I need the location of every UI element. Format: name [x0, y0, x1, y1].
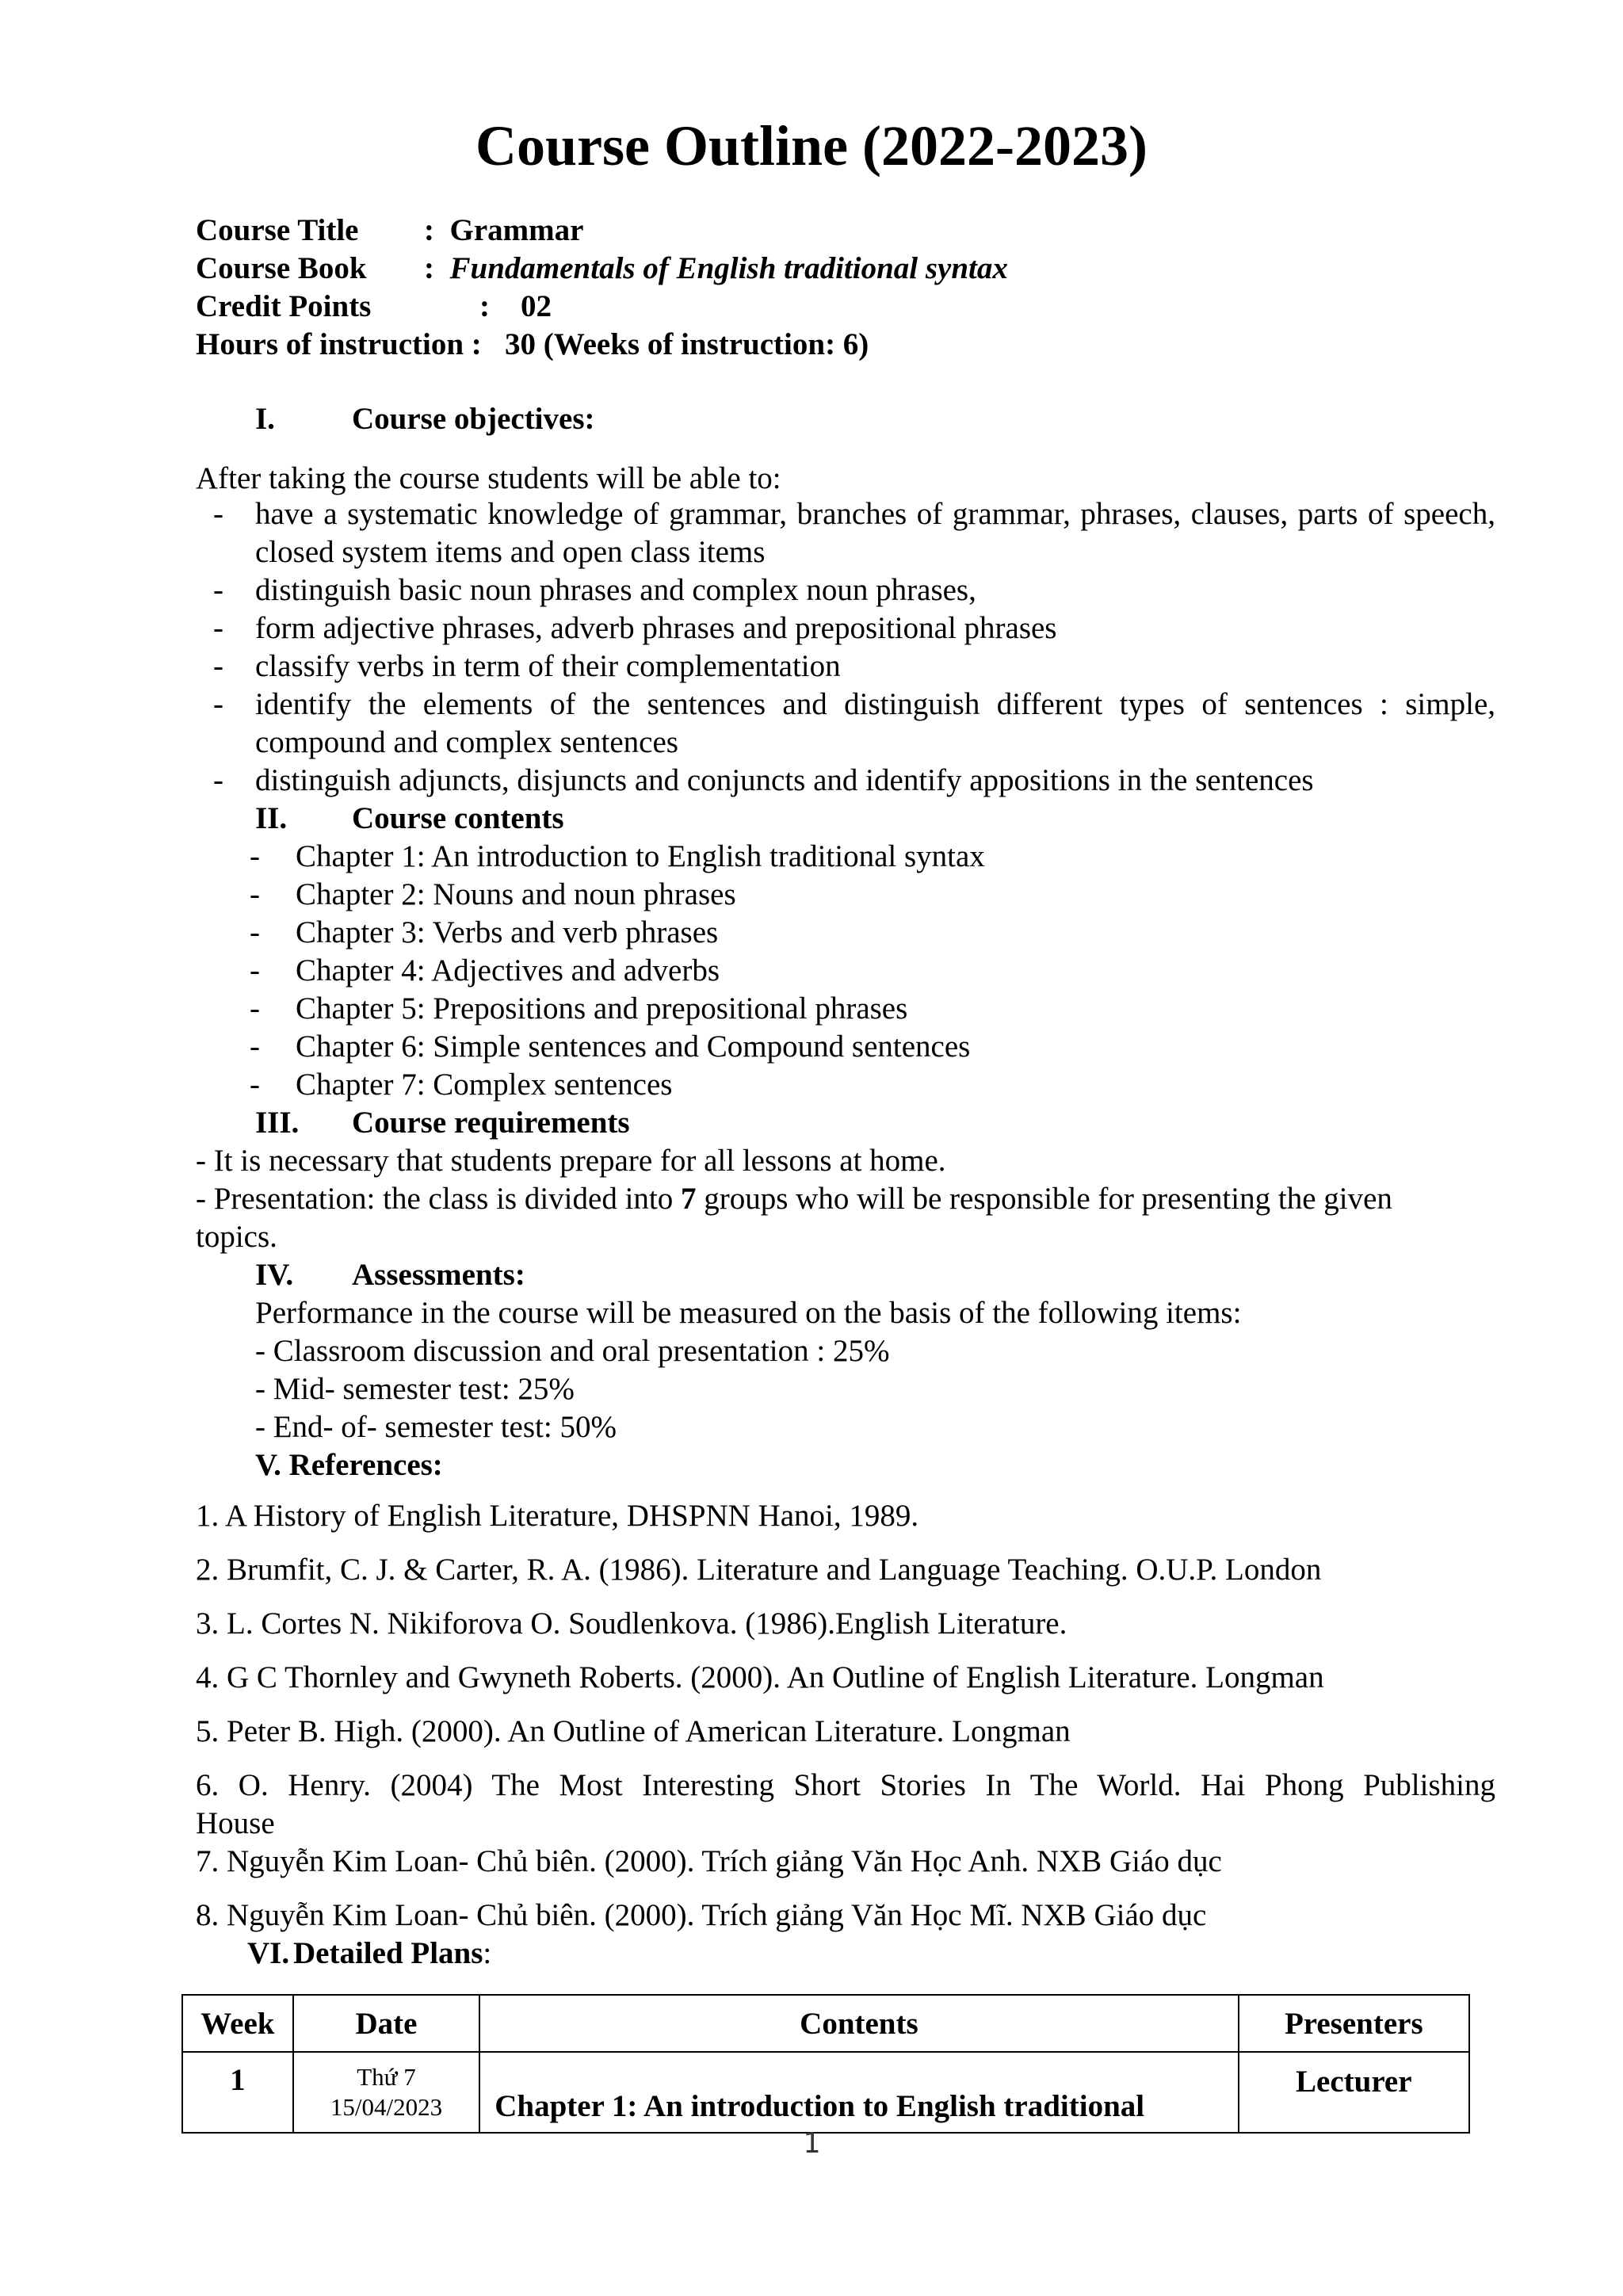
requirement-text: - Presentation: the class is divided into: [196, 1182, 681, 1216]
list-dash: -: [213, 763, 223, 797]
reference-item: 4. G C Thornley and Gwyneth Roberts. (2000). An Outline of English Literature. Longman: [196, 1660, 1324, 1694]
credit-points-value: 02: [521, 289, 552, 323]
course-title-value: Grammar: [449, 213, 584, 247]
objective-item: [196, 762, 1495, 800]
hours-label: Hours of instruction :: [196, 327, 482, 361]
section-number: VI.: [247, 1936, 290, 1970]
requirement-line: topics.: [196, 1220, 277, 1254]
list-dash: -: [213, 497, 223, 531]
objective-item: [196, 495, 1495, 571]
reference-item-continued: House: [196, 1806, 275, 1840]
date-day: Thứ 7: [357, 2063, 416, 2091]
chapter-item: [250, 1028, 970, 1066]
course-title-sep: :: [424, 213, 434, 247]
list-dash: -: [250, 991, 260, 1026]
requirement-text: groups who will be responsible for presenting the given: [696, 1182, 1392, 1216]
assessments-intro: Performance in the course will be measured on the basis of the following items:: [255, 1296, 1242, 1330]
assessment-item: - Classroom discussion and oral presentation : 25%: [255, 1334, 890, 1368]
reference-item: 8. Nguyễn Kim Loan- Chủ biên. (2000). Trích giảng Văn Học Mĩ. NXB Giáo dục: [196, 1898, 1207, 1932]
date-value: 15/04/2023: [330, 2093, 443, 2121]
credit-points-row: [196, 288, 1008, 326]
list-dash: -: [250, 1030, 260, 1064]
list-dash: -: [213, 573, 223, 607]
objective-text: classify verbs in term of their complementation: [255, 649, 841, 683]
chapter-item: [250, 1066, 672, 1104]
hours-value: 30 (Weeks of instruction: 6): [505, 327, 869, 361]
section-number: II.: [255, 801, 288, 835]
course-book-label: Course Book: [196, 251, 367, 285]
section-number: III.: [255, 1106, 300, 1140]
chapter-item: [250, 914, 718, 952]
section-assessments-heading: [255, 1256, 525, 1294]
section-objectives-heading: [255, 400, 595, 438]
credit-points-label: Credit Points: [196, 289, 372, 323]
course-title-label: Course Title: [196, 213, 359, 247]
section-title: Course objectives:: [352, 402, 595, 436]
objective-text: identify the elements of the sentences and distinguish different types of sentences : simple, compound and complex sentences: [255, 687, 1495, 759]
list-dash: -: [250, 1068, 260, 1102]
section-title: Course requirements: [352, 1106, 630, 1140]
course-title-row: [196, 212, 1008, 250]
list-dash: -: [213, 611, 223, 645]
objective-item: [196, 686, 1495, 762]
chapter-text: Chapter 3: Verbs and verb phrases: [296, 915, 719, 949]
course-book-value: Fundamentals of English traditional syntax: [449, 251, 1008, 285]
credit-points-sep: :: [479, 289, 490, 323]
list-dash: -: [250, 915, 260, 949]
date-cell: [293, 2052, 479, 2133]
objective-text: distinguish basic noun phrases and complex noun phrases,: [255, 573, 976, 607]
column-header-presenters: Presenters: [1239, 1995, 1469, 2052]
section-title: Course contents: [352, 801, 564, 835]
list-dash: -: [213, 649, 223, 683]
chapter-text: Chapter 1: An introduction to English traditional syntax: [296, 839, 985, 873]
column-header-week: Week: [182, 1995, 293, 2052]
chapter-text: Chapter 2: Nouns and noun phrases: [296, 877, 736, 911]
page-number: 1: [803, 2127, 820, 2160]
detailed-plans-table: [181, 1994, 1470, 2134]
chapter-item: [250, 990, 907, 1028]
list-dash: -: [213, 687, 223, 721]
reference-item: 1. A History of English Literature, DHSPNN Hanoi, 1989.: [196, 1499, 919, 1533]
section-requirements-heading: [255, 1104, 630, 1142]
column-header-contents: Contents: [479, 1995, 1238, 2052]
course-book-sep: :: [424, 251, 434, 285]
objective-item: [196, 648, 1495, 686]
chapter-item: [250, 876, 736, 914]
assessment-item: - End- of- semester test: 50%: [255, 1410, 617, 1444]
objectives-intro: After taking the course students will be able to:: [196, 461, 781, 495]
reference-item: 6. O. Henry. (2004) The Most Interesting Short Stories In The World. Hai Phong Publishing: [196, 1768, 1495, 1802]
section-number: I.: [255, 402, 275, 436]
section-title: Assessments:: [352, 1258, 525, 1292]
chapter-text: Chapter 4: Adjectives and adverbs: [296, 953, 720, 988]
course-book-row: [196, 250, 1008, 288]
list-dash: -: [250, 953, 260, 988]
objective-text: distinguish adjuncts, disjuncts and conjuncts and identify appositions in the sentences: [255, 763, 1314, 797]
column-header-date: Date: [293, 1995, 479, 2052]
list-dash: -: [250, 877, 260, 911]
table-header-row: [182, 1995, 1469, 2052]
objective-item: [196, 571, 1495, 609]
assessment-item: - Mid- semester test: 25%: [255, 1372, 575, 1406]
section-title: Detailed Plans: [293, 1936, 483, 1970]
contents-cell: Chapter 1: An introduction to English traditional: [479, 2052, 1238, 2133]
chapter-item: [250, 838, 985, 876]
table-row: [182, 2052, 1469, 2133]
objective-item: [196, 609, 1495, 648]
chapter-text: Chapter 5: Prepositions and prepositional phrases: [296, 991, 908, 1026]
requirement-line: - It is necessary that students prepare for all lessons at home.: [196, 1144, 946, 1178]
hours-row: [196, 326, 1008, 364]
objective-text: form adjective phrases, adverb phrases and prepositional phrases: [255, 611, 1057, 645]
requirement-line: [196, 1180, 1495, 1218]
section-plans-heading: [247, 1935, 491, 1973]
week-cell: 1: [182, 2052, 293, 2133]
reference-item: 2. Brumfit, C. J. & Carter, R. A. (1986). Literature and Language Teaching. O.U.P. London: [196, 1553, 1322, 1587]
presenter-cell: Lecturer: [1239, 2052, 1469, 2133]
chapter-item: [250, 952, 720, 990]
reference-item: 3. L. Cortes N. Nikiforova O. Soudlenkova. (1986).English Literature.: [196, 1606, 1067, 1641]
page-title: Course Outline (2022-2023): [475, 114, 1148, 178]
group-count: 7: [680, 1182, 697, 1216]
course-info: [196, 212, 1008, 364]
list-dash: -: [250, 839, 260, 873]
section-references-heading: V. References:: [255, 1448, 443, 1482]
objective-text: have a systematic knowledge of grammar, branches of grammar, phrases, clauses, parts of speech, closed system items and open class items: [255, 497, 1495, 569]
section-number: IV.: [255, 1258, 294, 1292]
heading-colon: :: [483, 1936, 492, 1970]
reference-item: 5. Peter B. High. (2000). An Outline of American Literature. Longman: [196, 1714, 1071, 1748]
chapter-text: Chapter 7: Complex sentences: [296, 1068, 673, 1102]
reference-item: 7. Nguyễn Kim Loan- Chủ biên. (2000). Trích giảng Văn Học Anh. NXB Giáo dục: [196, 1844, 1222, 1878]
section-contents-heading: [255, 800, 564, 838]
chapter-text: Chapter 6: Simple sentences and Compound sentences: [296, 1030, 971, 1064]
